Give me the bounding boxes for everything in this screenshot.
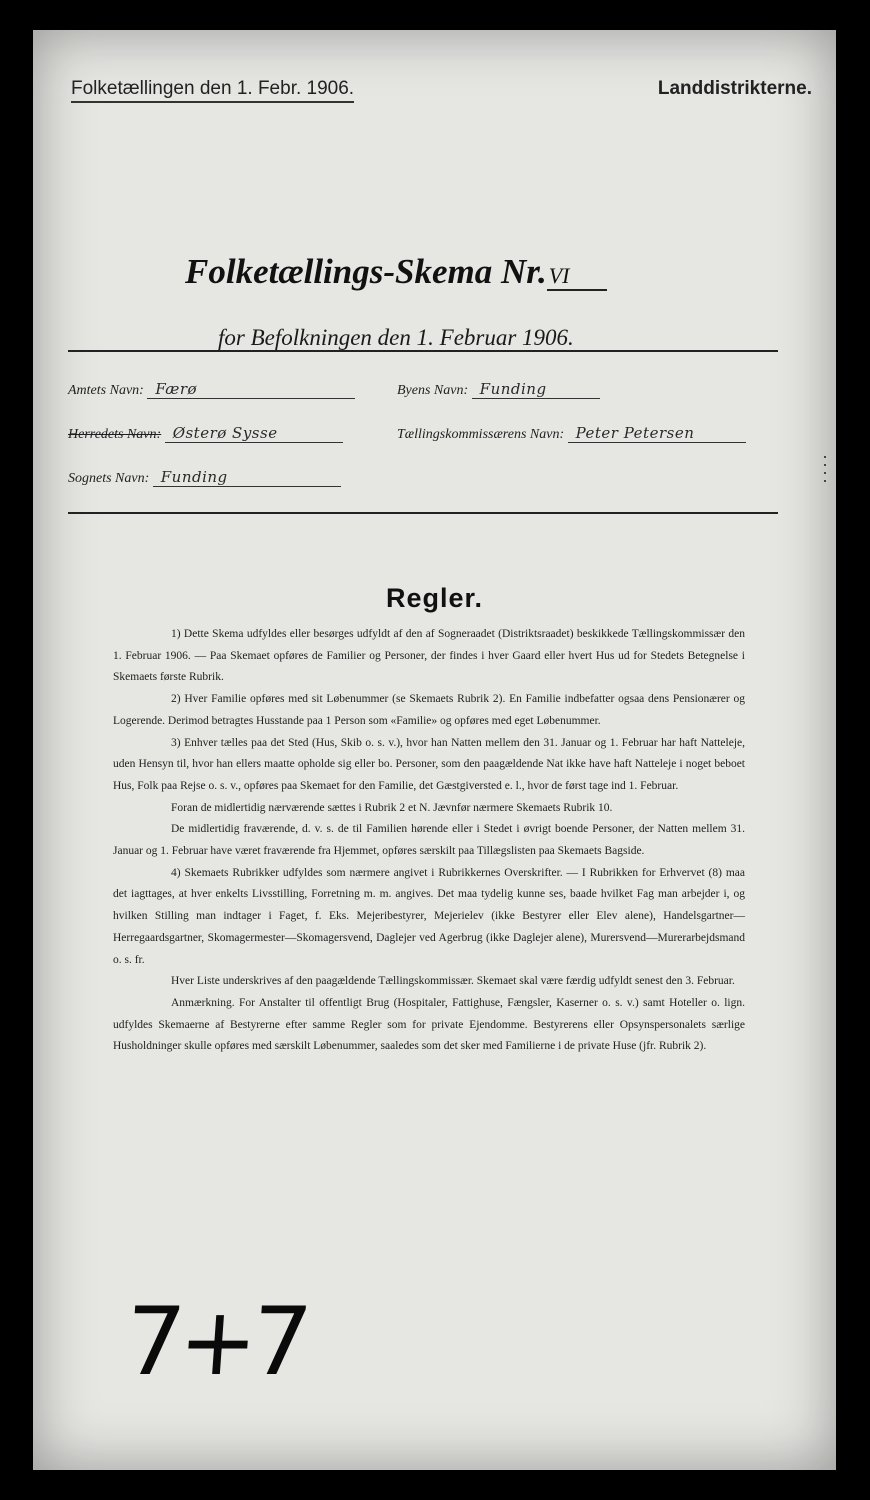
form-subtitle: for Befolkningen den 1. Februar 1906. bbox=[218, 325, 574, 350]
rules-heading: Regler. bbox=[385, 583, 484, 613]
rule-paragraph: 3) Enhver tælles paa det Sted (Hus, Skib o. s. v.), hvor han Natten mellem den 31. Januar og 1. Februar har haft Natteleje, uden Hensyn til, hvor han ellers maatte opholde sig eller bo. Personer, som den paagældende Nat ikke have haft Natteleje i noget beboet Hus, Folk paa Rejse o. s. v., opføres paa Skemaet for den Familie, det Gæstgiversted e. l., hvor de først tage ind 1. Februar. bbox=[113, 736, 745, 792]
census-district-type: Landdistrikterne. bbox=[657, 78, 812, 99]
rule-paragraph: Foran de midlertidig nærværende sættes i Rubrik 2 et N. Jævnfør nærmere Skemaets Rubrik 10. bbox=[171, 801, 613, 814]
census-header-date: Folketællingen den 1. Febr. 1906. bbox=[71, 78, 354, 103]
rule-paragraph: 2) Hver Familie opføres med sit Løbenummer (se Skemaets Rubrik 2). En Familie indbefatter ogsaa dens Pensionærer og Logerende. Derimod betragtes Husstande paa 1 Person som «Familie» og opføres med eget Løbenummer. bbox=[113, 693, 745, 727]
amt-field bbox=[68, 380, 355, 399]
top-divider bbox=[68, 350, 778, 352]
kommissaer-field bbox=[397, 424, 746, 443]
bottom-divider bbox=[68, 512, 778, 514]
kommissaer-value: Peter Petersen bbox=[568, 424, 746, 443]
sogn-label: Sognets Navn: bbox=[68, 471, 150, 486]
handwritten-number: 7+7 bbox=[121, 1288, 310, 1397]
byen-value: Funding bbox=[472, 380, 600, 399]
amt-value: Færø bbox=[147, 380, 355, 399]
sogn-field bbox=[68, 468, 341, 487]
form-title-text: Folketællings-Skema Nr. bbox=[185, 252, 547, 291]
herred-field bbox=[68, 424, 343, 443]
form-number: VI bbox=[547, 263, 607, 291]
herred-label: Herredets Navn: bbox=[68, 427, 162, 442]
byen-field bbox=[397, 380, 600, 399]
sogn-value: Funding bbox=[153, 468, 341, 487]
margin-marks bbox=[824, 450, 828, 490]
rule-paragraph: Hver Liste underskrives af den paagældende Tællingskommissær. Skemaet skal være færdig udfyldt senest den 3. Februar. bbox=[171, 975, 735, 988]
byen-label: Byens Navn: bbox=[397, 383, 469, 398]
herred-value: Østerø Sysse bbox=[165, 424, 343, 443]
rule-note: Anmærkning. For Anstalter til offentligt Brug (Hospitaler, Fattighuse, Fængsler, Kaserner o. s. v.) samt Hoteller o. lign. udfyldes Skemaerne af Bestyrerne efter samme Regler som for private Ejendomme. Bestyrerens eller Opsynspersonalets særlige Husholdninger skulle opføres med særskilt Løbenummer, saaledes som det sker med Familierne i de private Huse (jfr. Rubrik 2). bbox=[113, 996, 745, 1053]
rule-paragraph: 1) Dette Skema udfyldes eller besørges udfyldt af den af Sogneraadet (Distriktsraadet) beskikkede Tællingskommissær den 1. Februar 1906. — Paa Skemaet opføres de Familier og Personer, der findes i hver Gaard eller hvert Hus ud for Stedets Betegnelse i Skemaets første Rubrik. bbox=[113, 628, 745, 684]
rules-text bbox=[113, 624, 745, 1058]
census-form-page bbox=[33, 30, 836, 1470]
rule-paragraph: De midlertidig fraværende, d. v. s. de til Familien hørende eller i Stedet i øvrigt boende Personer, der Natten mellem 31. Januar og 1. Februar have været fraværende fra Hjemmet, opføres særskilt paa Tillægslisten paa Skemaets Bagside. bbox=[113, 823, 745, 858]
kommissaer-label: Tællingskommissærens Navn: bbox=[397, 427, 565, 442]
amt-label: Amtets Navn: bbox=[68, 383, 144, 398]
form-title bbox=[185, 252, 607, 292]
rule-paragraph: 4) Skemaets Rubrikker udfyldes som nærmere angivet i Rubrikkernes Overskrifter. — I Rubrikken for Erhvervet (8) maa det iagttages, at hver enkelts Livsstilling, Forretning m. m. angives. Det maa tydelig kunne ses, baade hvilket Fag man arbejder i, og hvilken Stilling man indtager i Faget, f. Eks. Mejeribestyrer, Mejerielev (ikke Bestyrer eller Elev alene), Handelsgartner—Herregaardsgartner, Skomagermester—Skomagersvend, Daglejer ved Agerbrug (ikke Daglejer alene), Murersvend—Murerarbejdsmand o. s. fr. bbox=[113, 866, 745, 966]
